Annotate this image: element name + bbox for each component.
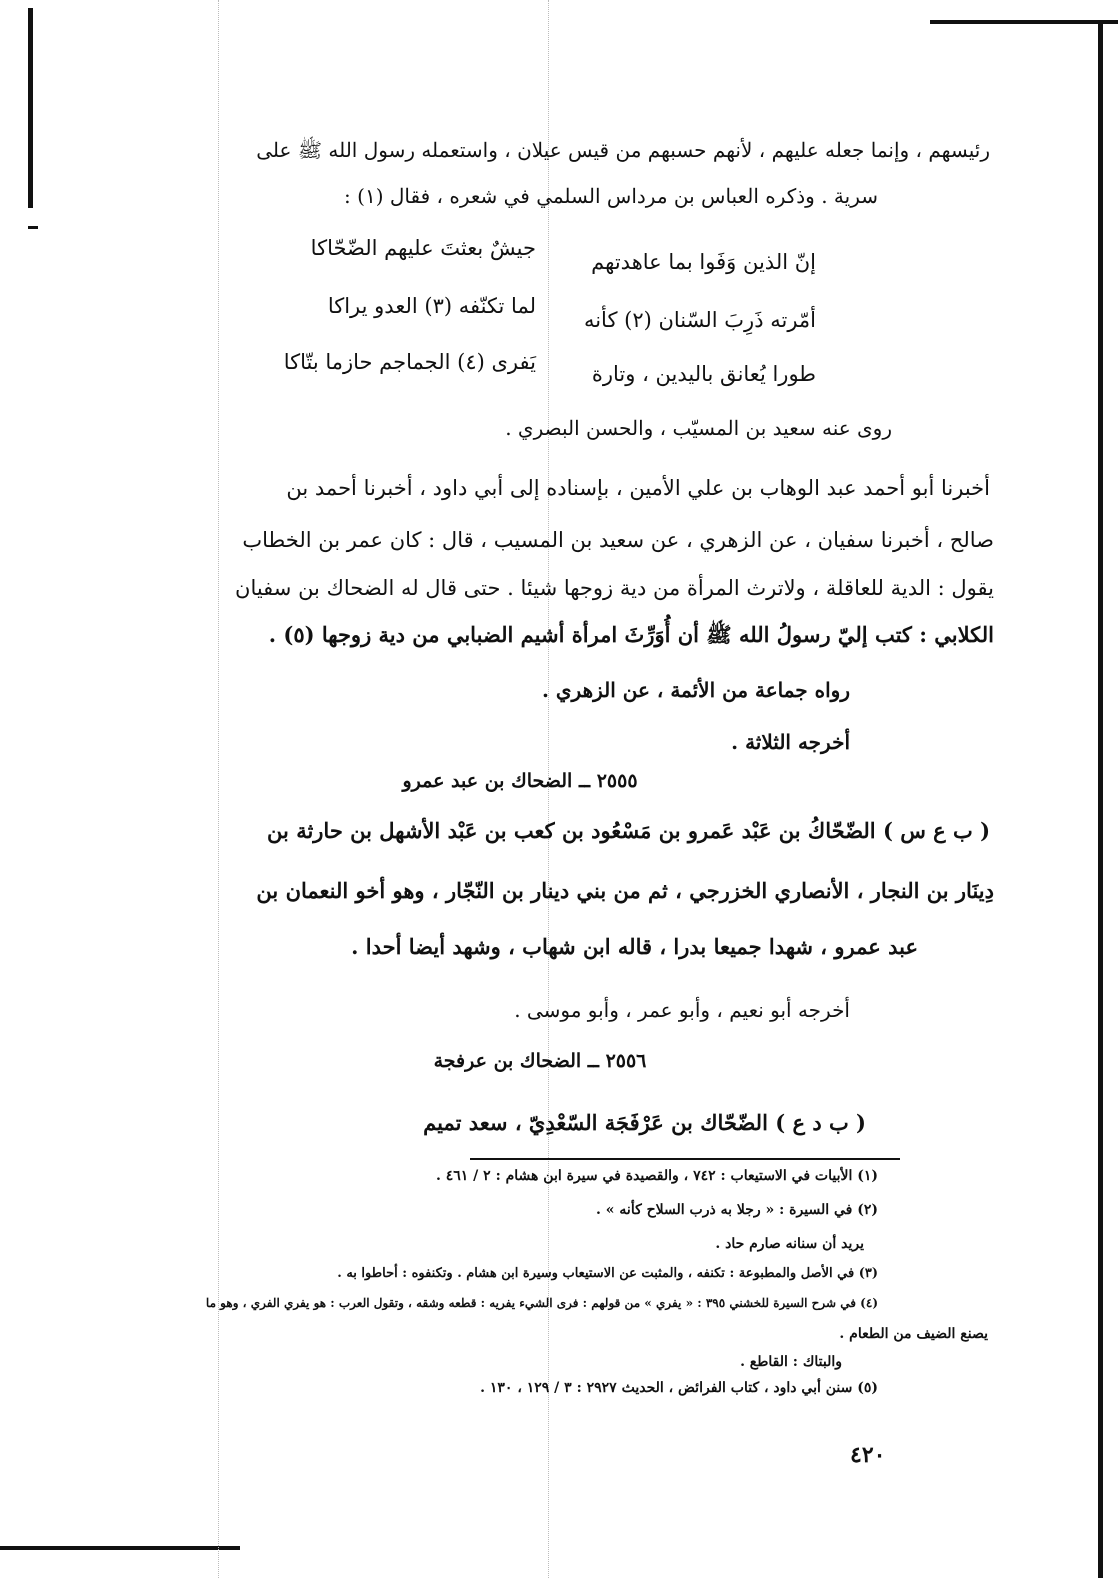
entry-line: دِينَار بن النجار ، الأنصاري الخزرجي ، ثم من بني دينار بن النّجّار ، وهو أخو النعمان بن	[256, 878, 994, 903]
entry-heading: ٢٥٥٥ ــ الضحاك بن عبد عمرو	[402, 770, 638, 792]
takhrij-note: أخرجه الثلاثة .	[731, 730, 850, 754]
scan-edge-bottom	[0, 1546, 240, 1550]
scan-edge-top	[930, 20, 1118, 24]
footnote: والبتاك : القاطع .	[740, 1354, 842, 1370]
verse-first-hemistich: أمّرته ذَرِبَ السّنان (٢) كأنه	[583, 308, 816, 332]
isnad-line: أخبرنا أبو أحمد عبد الوهاب بن علي الأمين ، بإسناده إلى أبي داود ، أخبرنا أحمد بن	[286, 476, 990, 500]
fold-line	[218, 0, 219, 1578]
footnote: (١) الأبيات في الاستيعاب : ٧٤٢ ، والقصيدة في سيرة ابن هشام : ٢ / ٤٦١ .	[435, 1168, 878, 1184]
footnote: يصنع الضيف من الطعام .	[839, 1326, 988, 1342]
scan-edge-tick	[28, 226, 38, 229]
takhrij-note: أخرجه أبو نعيم ، وأبو عمر ، وأبو موسى .	[514, 998, 850, 1022]
entry-line: ( ب د ع ) الضّحّاك بن عَرْفَجَة السّعْدِيّ ، سعد تميم	[423, 1110, 866, 1135]
entry-heading: ٢٥٥٦ ــ الضحاك بن عرفجة	[433, 1050, 647, 1072]
isnad-line: صالح ، أخبرنا سفيان ، عن الزهري ، عن سعيد بن المسيب ، قال : كان عمر بن الخطاب	[242, 528, 994, 552]
footnote-rule	[470, 1158, 900, 1160]
verse-first-hemistich: إنّ الذين وَفَوا بما عاهدتهم	[591, 250, 816, 274]
body-line: رئيسهم ، وإنما جعله عليهم ، لأنهم حسبهم من قيس عيلان ، واستعمله رسول الله ﷺ على	[256, 138, 990, 162]
body-line: سرية . وذكره العباس بن مرداس السلمي في شعره ، فقال (١) :	[344, 184, 878, 208]
verse-second-hemistich: جيشٌ بعثتَ عليهم الضّحّاكا	[310, 236, 536, 260]
footnote: (٣) في الأصل والمطبوعة : تكنفه ، والمثبت عن الاستيعاب وسيرة ابن هشام . وتكنفوه : أحاطوا به .	[337, 1266, 878, 1281]
entry-line: عبد عمرو ، شهدا جميعا بدرا ، قاله ابن شهاب ، وشهد أيضا أحدا .	[351, 934, 918, 959]
footnote: (٢) في السيرة : « رجلا به ذرب السلاح كأنه » .	[596, 1202, 878, 1218]
narration-note: رواه جماعة من الأئمة ، عن الزهري .	[541, 678, 850, 702]
footnote: (٥) سنن أبي داود ، كتاب الفرائض ، الحديث ٢٩٢٧ : ٣ / ١٢٩ ، ١٣٠ .	[480, 1380, 878, 1396]
scan-edge-right	[1098, 24, 1103, 1578]
verse-second-hemistich: يَفرى (٤) الجماجم حازما بتّاكا	[283, 350, 536, 374]
verse-first-hemistich: طورا يُعانق باليدين ، وتارة	[591, 362, 816, 386]
verse-second-hemistich: لما تكنّفه (٣) العدو يراكا	[327, 294, 536, 318]
footnote: (٤) في شرح السيرة للخشني ٣٩٥ : « يفري » من قولهم : فرى الشيء يفريه : قطعه وشقه ، وتقول العرب : هو يفري الفري ، وهو ما	[205, 1296, 878, 1310]
isnad-line: الكلابي : كتب إليّ رسولُ الله ﷺ أن أُوَرِّثَ امرأة أشيم الضبابي من دية زوجها (٥) .	[268, 622, 994, 647]
footnote: يريد أن سنانه صارم حاد .	[715, 1236, 864, 1252]
page-number: ٤٢٠	[850, 1442, 886, 1468]
scan-edge-left	[28, 8, 33, 208]
entry-line: ( ب ع س ) الضّحّاكُ بن عَبْد عَمرو بن مَسْعُود بن كعب بن عَبْد الأشهل بن حارثة بن	[267, 818, 990, 843]
isnad-line: يقول : الدية للعاقلة ، ولاترث المرأة من دية زوجها شيئا . حتى قال له الضحاك بن سفيان	[235, 576, 994, 600]
narrators-paragraph: روى عنه سعيد بن المسيّب ، والحسن البصري .	[505, 416, 892, 440]
